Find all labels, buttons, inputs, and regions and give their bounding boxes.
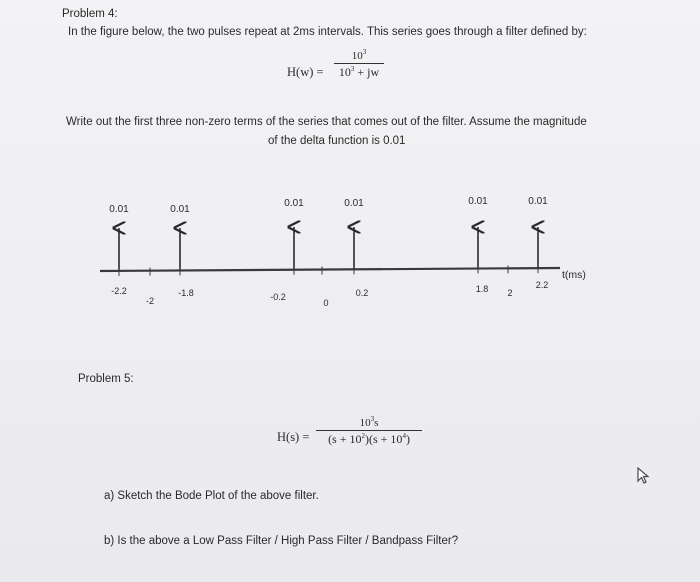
axis-label-tms: t(ms): [562, 269, 586, 281]
impulse-magnitude-label: 0.01: [109, 204, 129, 215]
impulse-magnitude-label: 0.01: [170, 204, 190, 215]
tick-label: 2: [507, 288, 513, 298]
tick-label: 0: [323, 298, 329, 308]
tick-label: -2: [145, 296, 155, 306]
hw-numerator: $10^3$: [351, 48, 367, 62]
problem-4-heading: Problem 4:: [62, 8, 118, 20]
tick-label: -0.2: [270, 292, 286, 302]
problem-4-instruction-1: Write out the first three non-zero terms of the series that comes out of the filter. Assume the magnitude: [66, 116, 587, 128]
tick-label: 2.2: [535, 280, 549, 290]
hs-denominator: $(s + 10^2)(s + 10^4)$: [328, 432, 410, 446]
time-axis: [100, 268, 560, 271]
problem-5-part-a: a) Sketch the Bode Plot of the above filter.: [104, 490, 319, 502]
tick-label: 0.2: [355, 288, 369, 298]
hs-fraction: [316, 417, 422, 447]
problem-4-intro: In the figure below, the two pulses repeat at 2ms intervals. This series goes through a filter defined by:: [68, 26, 587, 38]
problem-5-part-b: b) Is the above a Low Pass Filter / High Pass Filter / Bandpass Filter?: [104, 535, 459, 547]
hw-lhs: H(w) =: [287, 65, 324, 79]
mouse-cursor-icon: [636, 466, 652, 486]
tick-label: 1.8: [475, 284, 489, 294]
hs-numerator: $10^3s$: [359, 415, 379, 429]
impulse-magnitude-label: 0.01: [468, 196, 488, 207]
impulse-magnitude-label: 0.01: [344, 198, 364, 209]
impulse-magnitude-label: 0.01: [284, 198, 304, 209]
hw-denominator: $10^3$ + jw: [338, 65, 380, 79]
hs-lhs: H(s) =: [277, 430, 310, 444]
problem-4-instruction-2: of the delta function is 0.01: [268, 135, 406, 147]
impulse-magnitude-label: 0.01: [528, 196, 548, 207]
problem-5-heading: Problem 5:: [78, 373, 134, 385]
tick-label: -2.2: [111, 286, 127, 296]
tick-label: -1.8: [178, 288, 194, 298]
